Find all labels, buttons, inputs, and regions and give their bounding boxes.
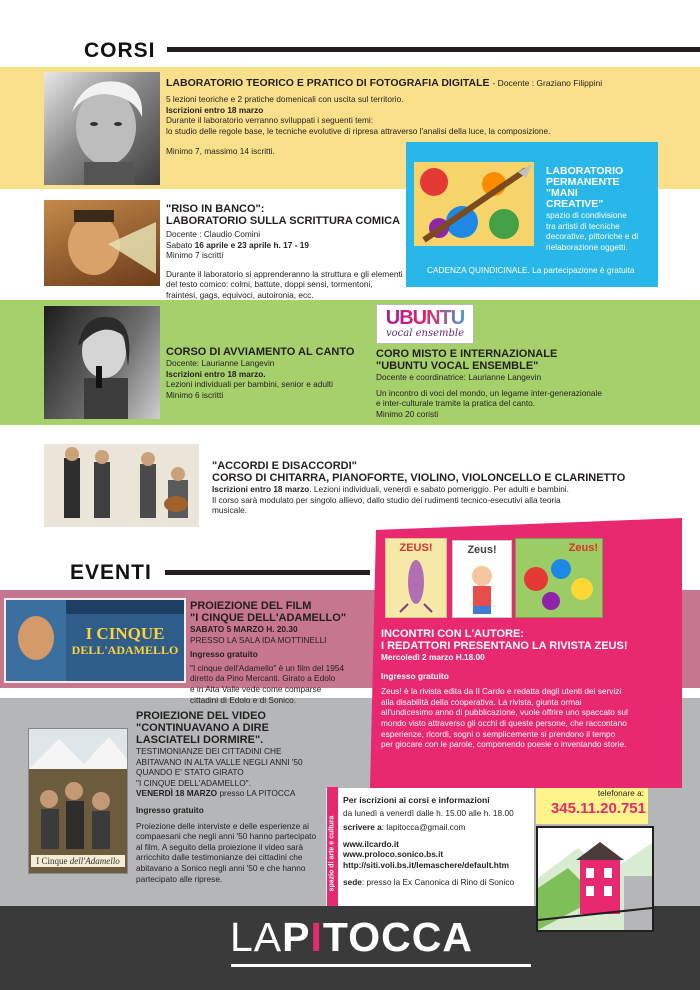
- event-film-desc-2: diretto da Pino Mercanti. Girato a Edolo: [190, 673, 336, 684]
- logo-underline: [231, 964, 531, 967]
- comic-writing-photo: [44, 200, 160, 286]
- zeus-cover-1-figure: [386, 554, 446, 614]
- event-video-sub-1: TESTIMONIANZE DEI CITTADINI CHE: [136, 746, 282, 756]
- contact-email[interactable]: : lapitocca@gmail.com: [381, 822, 466, 833]
- course-comic-teacher: Docente : Claudio Comini: [166, 229, 261, 239]
- mani-creative-text: [546, 166, 658, 252]
- la-pitocca-logo: [230, 914, 473, 960]
- course-comic-desc-1: Durante il laboratorio si apprenderanno la struttura e gli elementi: [166, 268, 403, 279]
- contact-site-1[interactable]: www.ilcardo.it: [343, 838, 399, 849]
- logo-part-tocca: TOCCA: [322, 914, 473, 960]
- paint-palette-drawing: [414, 162, 534, 246]
- event-zeus-desc-2: alla disabilità della cooperativa. La rivista, giunta ormai: [381, 696, 582, 707]
- mani-title-1: LABORATORIO: [546, 165, 624, 177]
- logo-part-i: I: [310, 914, 323, 960]
- logo-part-p: P: [282, 914, 311, 960]
- mani-title-4: CREATIVE": [546, 198, 604, 210]
- course-choir-title-1: CORO MISTO E INTERNAZIONALE: [376, 348, 558, 360]
- event-video-sub-4: "I CINQUE DELL'ADAMELLO".: [136, 777, 251, 788]
- course-music-desc-2: Il corso sarà modulato per singolo allievo, dallo studio dei rudimenti tecnico-esecutivi alla teoria: [212, 494, 561, 505]
- poster-video-line-2: dell'Adamello: [69, 856, 120, 866]
- photographer-portrait-drawing: [44, 72, 160, 185]
- event-video-desc-5: abitavano a Sonico negli anni '50 e che hanno: [136, 862, 306, 873]
- event-video-desc-3: al film. A seguito della proiezione il video sarà: [136, 841, 303, 852]
- event-video-desc-1: Proiezione delle interviste e delle esperienze ai: [136, 820, 309, 831]
- event-film-desc-1: "I cinque dell'Adamello" è un film del 1954: [190, 662, 345, 673]
- event-video-desc-2: compaesani che negli anni '50 hanno partecipato: [136, 831, 317, 842]
- course-photography-line1: 5 lezioni teoriche e 2 pratiche domenicali con uscita sul territorio.: [166, 94, 404, 104]
- course-photography-deadline: Iscrizioni entro 18 marzo: [166, 104, 264, 115]
- trumpet-player-drawing: [44, 200, 160, 286]
- contact-write-label: scrivere a: [343, 822, 382, 833]
- music-lesson-photo: [44, 444, 199, 527]
- course-photography-line3: lo studio delle regole base, le tecniche evolutive di ripresa attraverso l'analisi della luce, la composizione.: [166, 125, 551, 136]
- zeus-cover-2-figure: [453, 556, 511, 616]
- mani-desc-3: decorative, pittoriche e di: [546, 231, 639, 242]
- event-video-place: presso LA PITOCCA: [217, 788, 296, 799]
- contact-site-2[interactable]: www.proloco.sonico.bs.it: [343, 849, 444, 860]
- vertical-tag-text: spazio di arte e cultura: [328, 815, 336, 892]
- event-video-title-3: LASCIATELI DORMIRE".: [136, 734, 264, 746]
- event-zeus-desc-1: Zeus! è la rivista edita da Il Cardo e redatta dagli utenti dei servizi: [381, 686, 622, 697]
- zeus-cover-3: [515, 538, 603, 618]
- course-choir-desc-2: e inter-culturale tramite la pratica del canto.: [376, 398, 536, 409]
- poster-video-art: [29, 729, 127, 873]
- event-zeus-desc-4: mondo visto attraverso gli occhi di queste persone, che raccontano: [381, 717, 627, 728]
- course-choir: [376, 348, 676, 419]
- phone-label: telefonare a:: [597, 788, 644, 798]
- poster-i-cinque: [4, 598, 186, 683]
- poster-i-cinque-line-1: I CINQUE: [85, 624, 165, 643]
- events-rule: [165, 570, 370, 575]
- ubuntu-logo-sub: vocal ensemble: [385, 328, 465, 339]
- contact-info: [343, 795, 533, 887]
- course-singing: [166, 346, 366, 400]
- course-singing-lessons: Lezioni individuali per bambini, senior e adulti: [166, 379, 333, 390]
- course-singing-teacher: Docente: Laurianne Langevin: [166, 358, 275, 368]
- mani-title-2: PERMANENTE: [546, 176, 620, 188]
- contact-site-3[interactable]: http://siti.voli.bs.it/lemaschere/default.htm: [343, 859, 509, 870]
- event-zeus-desc-3: all'undicesimo anno di pubblicazione, vuole offrire uno spaccato sul: [381, 707, 628, 718]
- course-photography-teacher: - Docente : Graziano Filippini: [492, 78, 603, 88]
- course-music-title-2: CORSO DI CHITARRA, PIANOFORTE, VIOLINO, VIOLONCELLO E CLARINETTO: [212, 472, 626, 484]
- photographer-portrait: [44, 72, 160, 185]
- mani-desc-2: tra artisti di tecniche: [546, 220, 620, 231]
- section-title-courses: CORSI: [84, 39, 156, 62]
- event-zeus-date: Mercoledì 2 marzo H.18.00: [381, 652, 485, 662]
- course-comic-date-prefix: Sabato: [166, 239, 195, 250]
- poster-video: [28, 728, 128, 874]
- course-comic-minimum: Minimo 7 iscritti: [166, 250, 224, 261]
- event-zeus-title-2: I REDATTORI PRESENTANO LA RIVISTA ZEUS!: [381, 640, 628, 652]
- building-illustration: [536, 826, 654, 932]
- course-comic-desc-2: del testo comico: colmi, battute, doppi sensi, tormentoni,: [166, 279, 373, 290]
- event-video: [136, 710, 336, 884]
- course-choir-teacher: Docente e coordinatrice: Laurianne Langevin: [376, 372, 542, 382]
- singer-photo: [44, 306, 160, 419]
- course-music: [212, 460, 682, 516]
- course-singing-minimum: Minimo 6 iscritti: [166, 389, 224, 400]
- event-video-entry: Ingresso gratuito: [136, 804, 204, 815]
- event-video-sub-3: QUANDO E' STATO GIRATO: [136, 767, 244, 778]
- poster-video-line-1: I Cinque: [36, 856, 68, 866]
- event-zeus: [381, 628, 681, 750]
- event-video-title-2: "CONTINUAVANO A DIRE: [136, 722, 269, 734]
- course-comic-writing: [166, 203, 406, 301]
- contact-sede-label: sede: [343, 876, 362, 887]
- course-comic-title-1: "RISO IN BANCO":: [166, 203, 265, 215]
- section-title-events: EVENTI: [70, 561, 152, 584]
- course-comic-desc-3: fraintesi, gags, equivoci, autoironia, ecc.: [166, 289, 314, 300]
- mani-desc-1: spazio di condivisione: [546, 210, 627, 220]
- event-zeus-entry: Ingresso gratuito: [381, 670, 449, 681]
- course-singing-deadline: Iscrizioni entro 18 marzo.: [166, 368, 266, 379]
- course-music-desc-1: . Lezioni individuali, venerdì e sabato pomeriggio. Per adulti e bambini.: [309, 484, 569, 494]
- course-photography-title: LABORATORIO TEORICO E PRATICO DI FOTOGRAFIA DIGITALE: [166, 77, 490, 89]
- contact-heading: Per iscrizioni ai corsi e informazioni: [343, 795, 490, 805]
- event-film-desc-4: cittadini di Edolo e di Sonico.: [190, 694, 297, 705]
- event-film-title-2: "I CINQUE DELL'ADAMELLO": [190, 612, 347, 624]
- phone-number[interactable]: 345.11.20.751: [550, 800, 646, 817]
- zeus-cover-1-title: ZEUS!: [399, 542, 433, 554]
- course-choir-minimum: Minimo 20 coristi: [376, 408, 439, 419]
- paintbrush-image: [414, 162, 534, 246]
- course-choir-desc-1: Un incontro di voci del mondo, un legame inter-generazionale: [376, 387, 602, 398]
- musicians-drawing: [44, 444, 199, 527]
- zeus-cover-2-title: Zeus!: [467, 544, 497, 556]
- zeus-cover-1: [385, 538, 447, 618]
- ubuntu-logo-word: UBUNTU: [377, 307, 473, 329]
- course-music-title-1: "ACCORDI E DISACCORDI": [212, 460, 357, 472]
- course-music-desc-3: musicale.: [212, 505, 248, 516]
- event-film-desc-3: e in Alta Valle vede come comparse: [190, 683, 322, 694]
- zeus-cover-3-title: Zeus!: [568, 542, 598, 554]
- event-video-desc-6: partecipato alle riprese.: [136, 873, 223, 884]
- event-video-desc-4: arricchito dalle testimonianze dei cittadini che: [136, 852, 303, 863]
- poster-video-title: [31, 855, 125, 867]
- course-music-deadline: Iscrizioni entro 18 marzo: [212, 484, 310, 494]
- singer-drawing: [44, 306, 160, 419]
- course-photography-minimum: Minimo 7, massimo 14 iscritti.: [166, 146, 275, 157]
- logo-part-la: LA: [230, 914, 283, 960]
- event-video-sub-2: ABITAVANO IN ALTA VALLE NEGLI ANNI '50: [136, 756, 303, 767]
- event-film-entry: Ingresso gratuito: [190, 649, 258, 660]
- event-film-date: SABATO 5 MARZO H. 20.30: [190, 624, 298, 634]
- event-video-date: VENERDÌ 18 MARZO: [136, 788, 218, 799]
- mani-title-3: "MANI: [546, 187, 578, 199]
- event-zeus-title-1: INCONTRI CON L'AUTORE:: [381, 628, 524, 640]
- building-drawing: [538, 828, 652, 930]
- event-zeus-desc-5: esperienze, ricordi, sogni o semplicemente si prendono il tempo: [381, 728, 616, 739]
- course-comic-title-2: LABORATORIO SULLA SCRITTURA COMICA: [166, 215, 401, 227]
- poster-i-cinque-line-2: DELL'ADAMELLO: [71, 643, 179, 657]
- mani-cadence: CADENZA QUINDICINALE. La partecipazione è gratuita: [427, 265, 635, 275]
- course-comic-date: 16 aprile e 23 aprile h. 17 - 19: [194, 239, 309, 250]
- event-film: [190, 600, 380, 705]
- mani-desc-4: rielaborazione oggetti.: [546, 241, 628, 252]
- section-rule: [167, 47, 700, 52]
- event-zeus-desc-6: per giocare con le parole, componendo poesie o inventando storie.: [381, 739, 627, 750]
- course-singing-title: CORSO DI AVVIAMENTO AL CANTO: [166, 346, 355, 358]
- zeus-cover-2: [452, 540, 512, 618]
- event-film-place: PRESSO LA SALA IDA MOTTINELLI: [190, 634, 327, 645]
- event-film-title-1: PROIEZIONE DEL FILM: [190, 600, 312, 612]
- contact-hours: da lunedì a venerdì dalle h. 15.00 alle h. 18.00: [343, 807, 514, 818]
- course-choir-title-2: "UBUNTU VOCAL ENSEMBLE": [376, 360, 539, 372]
- contact-sede: : presso la Ex Canonica di Rino di Sonico: [361, 876, 515, 887]
- ubuntu-logo: [376, 304, 474, 344]
- event-video-title-1: PROIEZIONE DEL VIDEO: [136, 710, 266, 722]
- course-photography-line2: Durante il laboratorio verranno sviluppati i seguenti temi:: [166, 115, 374, 126]
